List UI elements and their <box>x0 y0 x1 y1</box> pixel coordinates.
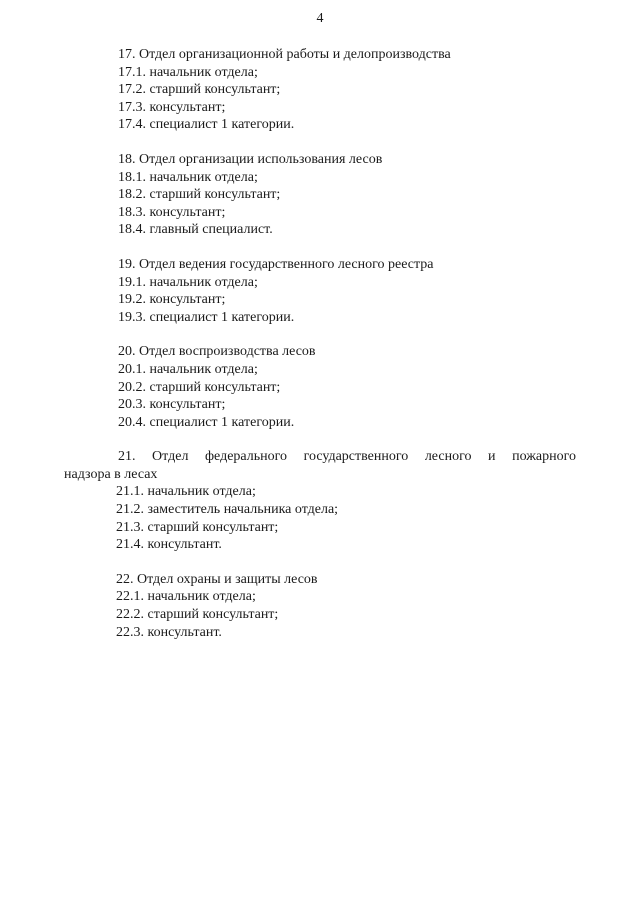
list-item: 20.1. начальник отдела; <box>118 361 258 377</box>
list-item: 18.2. старший консультант; <box>118 187 281 203</box>
section-22 <box>64 571 576 641</box>
page-number: 4 <box>316 11 324 26</box>
list-item: 21.1. начальник отдела; <box>116 484 256 500</box>
section-heading-continuation: надзора в лесах <box>64 466 158 482</box>
list-item: 22.2. старший консультант; <box>116 607 279 623</box>
section-17 <box>64 46 576 134</box>
list-item: 21.3. старший консультант; <box>116 519 279 535</box>
section-19 <box>64 256 576 326</box>
list-item: 18.4. главный специалист. <box>118 222 273 238</box>
section-heading: 20. Отдел воспроизводства лесов <box>118 344 316 360</box>
section-heading: 18. Отдел организации использования лесов <box>118 151 383 167</box>
section-21 <box>64 448 576 554</box>
section-heading: 22. Отдел охраны и защиты лесов <box>116 571 318 587</box>
list-item: 17.3. консультант; <box>118 99 226 115</box>
list-item: 22.1. начальник отдела; <box>116 589 256 605</box>
list-item: 20.2. старший консультант; <box>118 379 281 395</box>
list-item: 17.2. старший консультант; <box>118 82 281 98</box>
list-item: 18.3. консультант; <box>118 204 226 220</box>
section-18 <box>64 151 576 239</box>
list-item: 22.3. консультант. <box>116 624 222 640</box>
list-item: 19.3. специалист 1 категории. <box>118 309 295 325</box>
list-item: 17.1. начальник отдела; <box>118 64 258 80</box>
section-heading: 19. Отдел ведения государственного лесного реестра <box>118 256 434 272</box>
list-item: 19.2. консультант; <box>118 292 226 308</box>
list-item: 21.4. консультант. <box>116 537 222 553</box>
list-item: 18.1. начальник отдела; <box>118 169 258 185</box>
section-20 <box>64 343 576 431</box>
section-heading: 17. Отдел организационной работы и делопроизводства <box>118 47 451 62</box>
list-item: 21.2. заместитель начальника отдела; <box>116 502 339 518</box>
document-body <box>64 46 576 658</box>
list-item: 20.3. консультант; <box>118 397 226 413</box>
list-item: 17.4. специалист 1 категории. <box>118 117 295 133</box>
section-heading: 21. Отдел федерального государственного лесного и пожарного <box>118 449 576 465</box>
list-item: 20.4. специалист 1 категории. <box>118 414 295 430</box>
list-item: 19.1. начальник отдела; <box>118 274 258 290</box>
